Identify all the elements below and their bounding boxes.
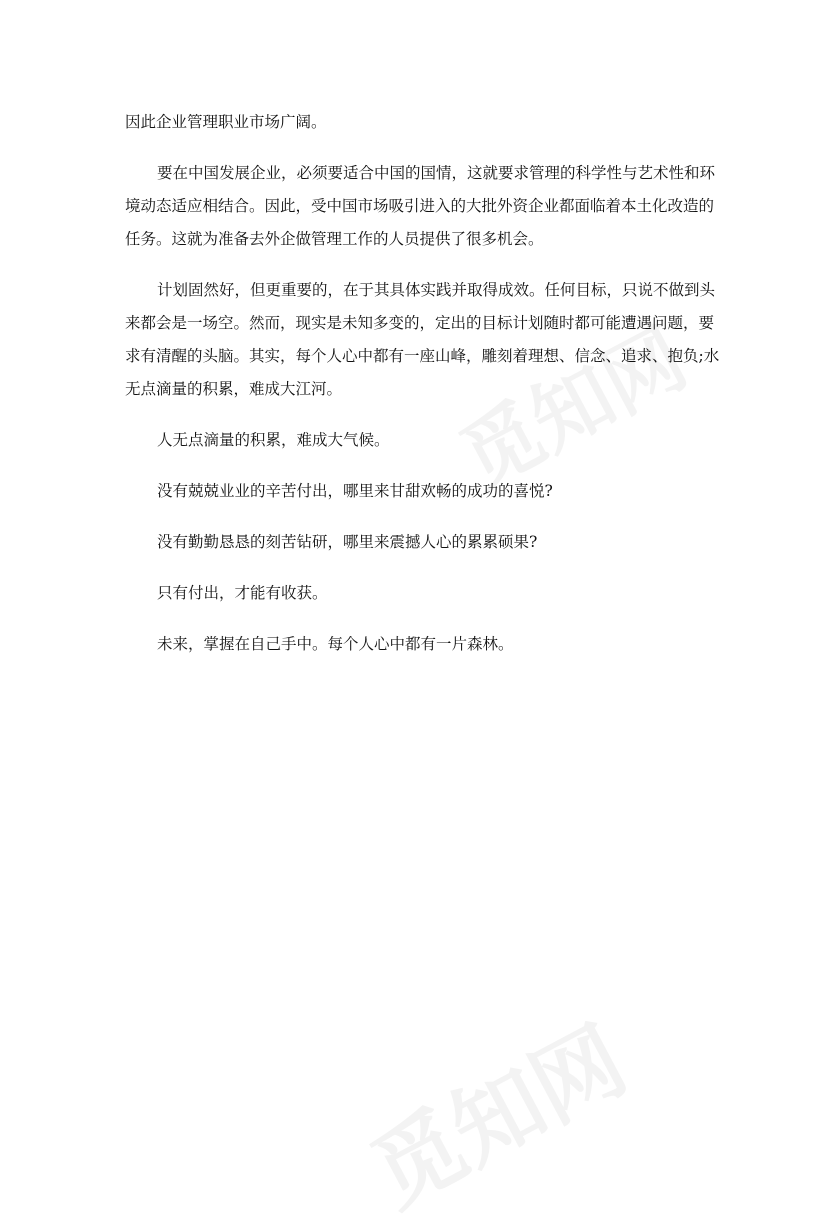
paragraph-4: 人无点滴量的积累，难成大气候。 — [157, 431, 390, 449]
paragraph-7: 只有付出，才能有收获。 — [157, 584, 328, 602]
paragraph-5: 没有兢兢业业的辛苦付出，哪里来甘甜欢畅的成功的喜悦? — [157, 482, 553, 500]
paragraph-1: 因此企业管理职业市场广阔。 — [125, 113, 327, 131]
paragraph-spacer — [125, 610, 725, 628]
paragraph-spacer — [125, 139, 725, 157]
paragraph-8: 未来，掌握在自己手中。每个人心中都有一片森林。 — [157, 635, 514, 653]
paragraph-spacer — [125, 508, 725, 526]
watermark-logo — [345, 989, 644, 1231]
paragraph-spacer — [125, 457, 725, 475]
paragraph-2: 要在中国发展企业，必须要适合中国的国情，这就要求管理的科学性与艺术性和环境动态适应相结合。因此，受中国市场吸引进入的大批外资企业都面临着本土化改造的任务。这就为准备去外企做管理工作的人员提供了很多机会。 — [125, 164, 716, 248]
paragraph-spacer — [125, 559, 725, 577]
paragraph-6: 没有勤勤恳恳的刻苦钻研，哪里来震撼人心的累累硕果? — [157, 533, 538, 551]
paragraph-spacer — [125, 406, 725, 424]
document-body — [125, 106, 725, 661]
paragraph-3: 计划固然好，但更重要的，在于其具体实践并取得成效。任何目标，只说不做到头来都会是一场空。然而，现实是未知多变的，定出的目标计划随时都可能遭遇问题，要求有清醒的头脑。其实，每个人心中都有一座山峰，雕刻着理想、信念、追求、抱负;水无点滴量的积累，难成大江河。 — [125, 281, 720, 398]
paragraph-spacer — [125, 256, 725, 274]
